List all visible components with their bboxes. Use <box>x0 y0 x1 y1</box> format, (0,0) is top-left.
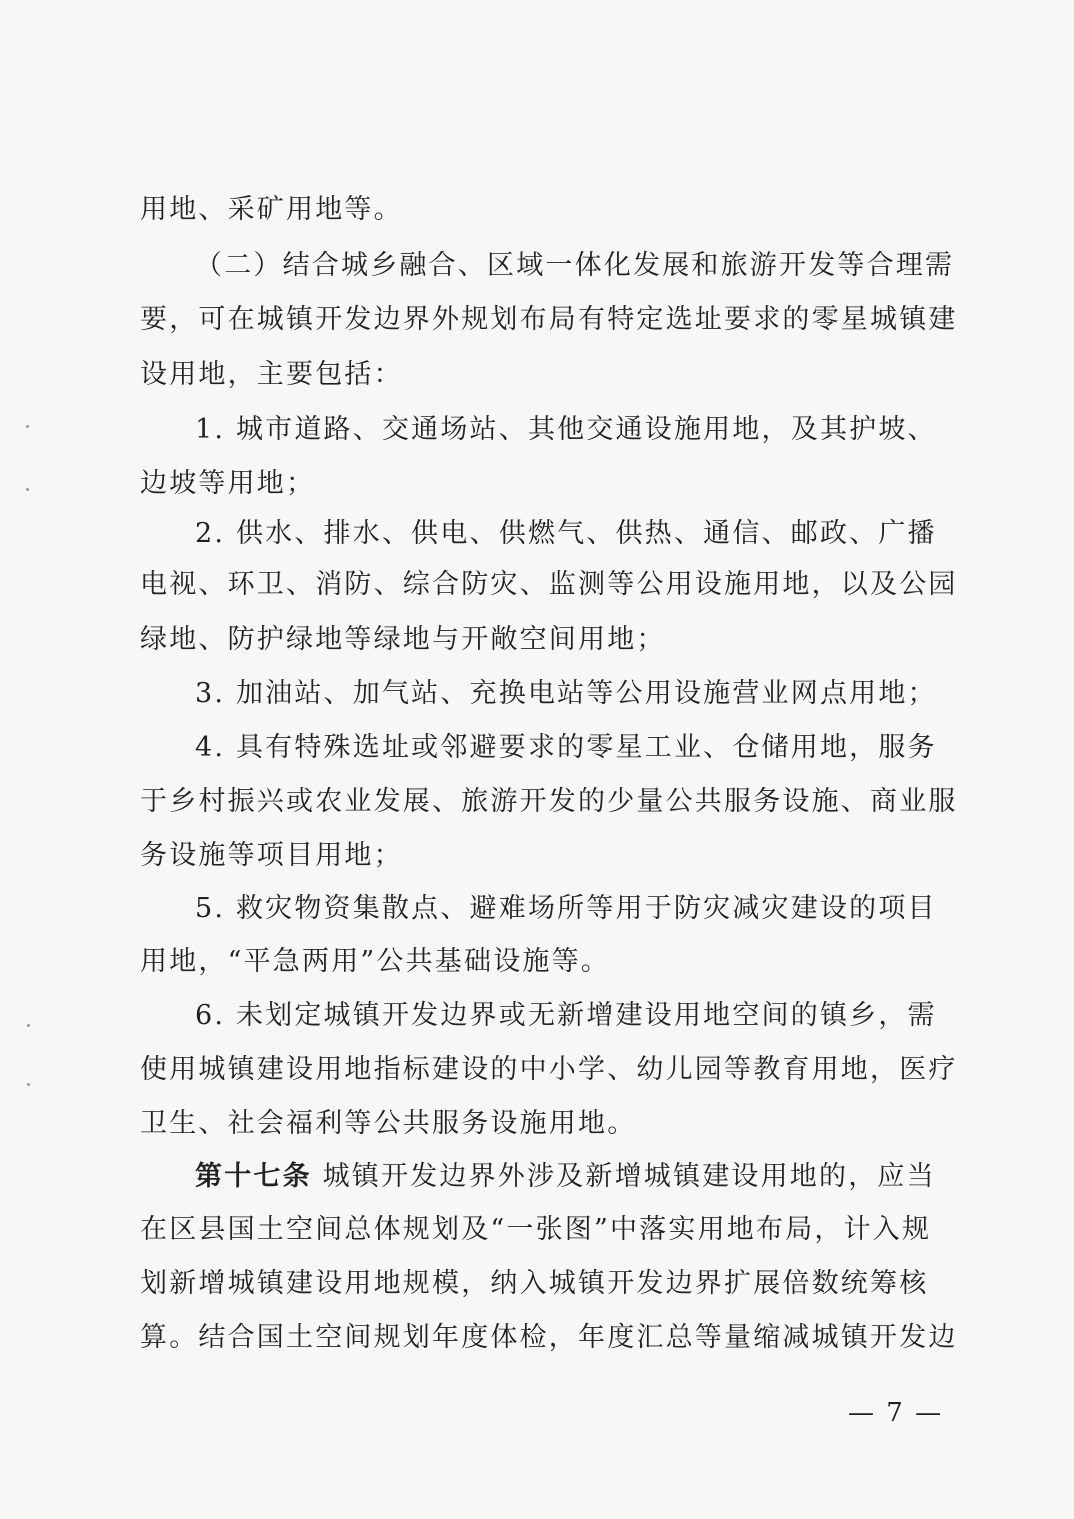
scan-speck <box>26 425 29 428</box>
text-line: 务设施等项目用地； <box>140 840 403 871</box>
text-line: 划新增城镇建设用地规模，纳入城镇开发边界扩展倍数统筹核 <box>140 1268 929 1299</box>
article-label: 第十七条 <box>195 1161 312 1192</box>
text-line: 边坡等用地； <box>140 468 316 499</box>
text-line: 用地、采矿用地等。 <box>140 194 403 225</box>
text-line: 算。结合国土空间规划年度体检，年度汇总等量缩减城镇开发边 <box>140 1322 958 1353</box>
article-line <box>195 1159 936 1195</box>
page-number: — 7 — <box>848 1398 944 1428</box>
text-line: 设用地，主要包括： <box>140 359 403 390</box>
text-line: 3. 加油站、加气站、充换电站等公用设施营业网点用地； <box>195 678 937 709</box>
text-line: 在区县国土空间总体规划及“一张图”中落实用地布局，计入规 <box>140 1214 932 1245</box>
text-line: 使用城镇建设用地指标建设的中小学、幼儿园等教育用地，医疗 <box>140 1054 958 1085</box>
text-line: 于乡村振兴或农业发展、旅游开发的少量公共服务设施、商业服 <box>140 786 958 817</box>
text-line: （二）结合城乡融合、区域一体化发展和旅游开发等合理需 <box>195 250 955 281</box>
text-line: 2. 供水、排水、供电、供燃气、供热、通信、邮政、广播 <box>195 518 937 549</box>
text-line: 1. 城市道路、交通场站、其他交通设施用地，及其护坡、 <box>195 414 937 445</box>
scan-speck <box>27 1083 30 1086</box>
text-line: 用地，“平急两用”公共基础设施等。 <box>140 946 611 977</box>
text-line: 卫生、社会福利等公共服务设施用地。 <box>140 1108 637 1139</box>
scan-speck <box>26 488 29 491</box>
scan-speck <box>27 1024 30 1027</box>
text-line: 绿地、防护绿地等绿地与开敞空间用地； <box>140 624 666 655</box>
text-line: 要，可在城镇开发边界外规划布局有特定选址要求的零星城镇建 <box>140 304 958 335</box>
text-line: 电视、环卫、消防、综合防灾、监测等公用设施用地，以及公园 <box>140 569 958 600</box>
article-text: 城镇开发边界外涉及新增城镇建设用地的，应当 <box>322 1161 936 1192</box>
text-line: 4. 具有特殊选址或邻避要求的零星工业、仓储用地，服务 <box>195 732 937 763</box>
text-line: 5. 救灾物资集散点、避难场所等用于防灾减灾建设的项目 <box>195 893 937 924</box>
text-line: 6. 未划定城镇开发边界或无新增建设用地空间的镇乡，需 <box>195 1000 937 1031</box>
